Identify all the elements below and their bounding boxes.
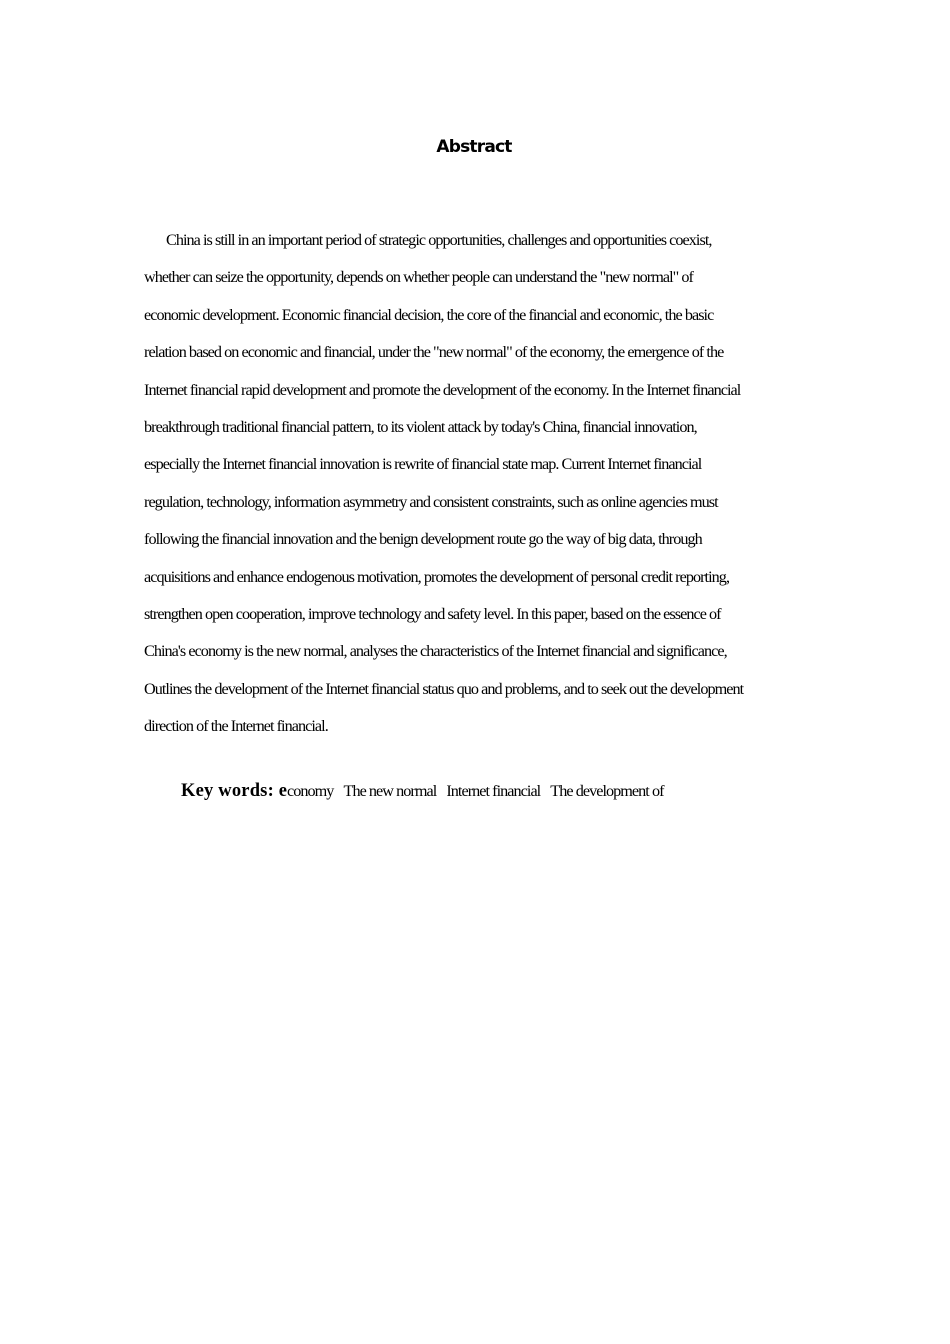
abstract-line-8: regulation, technology, information asymmetry and consistent constraints, such as online agencies must: [144, 492, 718, 511]
abstract-title: Abstract: [436, 137, 512, 157]
abstract-line-13: Outlines the development of the Internet financial status quo and problems, and to seek out the development: [144, 679, 744, 698]
keyword-development: The development of: [550, 782, 664, 800]
abstract-line-5: Internet financial rapid development and promote the development of the economy. In the Internet financial: [144, 380, 741, 399]
abstract-line-9: following the financial innovation and the benign development route go the way of big data, through: [144, 530, 702, 549]
abstract-line-10: acquisitions and enhance endogenous motivation, promotes the development of personal credit reporting,: [144, 567, 730, 586]
keyword-new-normal: The new normal: [343, 782, 437, 800]
keyword-economy: conomy: [287, 782, 334, 800]
keywords-label: Key words:: [181, 781, 279, 801]
abstract-line-14: direction of the Internet financial.: [144, 717, 328, 736]
abstract-body: [144, 222, 812, 746]
keyword-internet-financial: Internet financial: [446, 782, 541, 800]
abstract-line-12: China's economy is the new normal, analyses the characteristics of the Internet financial and significance,: [144, 642, 727, 661]
abstract-line-11: strengthen open cooperation, improve technology and safety level. In this paper, based on the essence of: [144, 605, 721, 624]
keyword-first-letter: e: [278, 781, 287, 801]
abstract-line-3: economic development. Economic financial decision, the core of the financial and economic, the basic: [144, 305, 714, 324]
abstract-line-6: breakthrough traditional financial pattern, to its violent attack by today's China, financial innovation,: [144, 418, 697, 437]
abstract-line-7: especially the Internet financial innovation is rewrite of financial state map. Current Internet financial: [144, 455, 702, 474]
abstract-line-4: relation based on economic and financial, under the "new normal" of the economy, the emergence of the: [144, 343, 724, 362]
abstract-line-2: whether can seize the opportunity, depends on whether people can understand the "new normal" of: [144, 268, 693, 287]
abstract-line-1: China is still in an important period of strategic opportunities, challenges and opportunities coexist,: [166, 231, 712, 249]
keywords-line: [181, 781, 821, 802]
